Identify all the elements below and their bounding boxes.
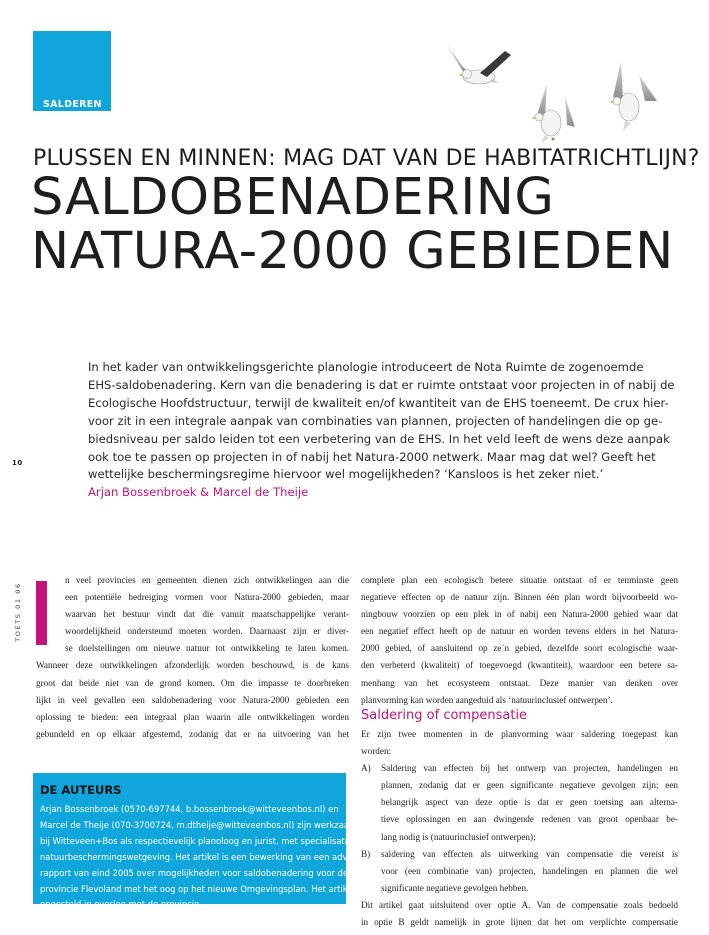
intro-line: EHS-saldobenadering. Kern van die benadering is dat er ruimte ontstaat voor projecten in of nabij de <box>88 377 675 392</box>
body-line: plannen, zodanig dat er geen significante negatieve gevolgen zijn; een <box>381 780 678 791</box>
body-line: woordelijkheid ondersteund moeten worden. Daarnaast zijn er diver- <box>65 626 349 637</box>
body-line: ningbouw voorzien op een plek in of nabij een Natura-2000 gebied waar dat <box>361 609 678 620</box>
body-line: Dit artikel gaat uitsluitend over optie A. Van de compensatie zoals bedoeld <box>361 899 678 910</box>
seagulls-illustration <box>425 35 675 150</box>
authors-box-line: natuurbeschermingswetgeving. Het artikel is een bewerking van een advies- <box>40 851 363 862</box>
seagull-1 <box>447 45 511 84</box>
body-line: worden: <box>361 746 392 757</box>
body-line: saldering van effecten als uitwerking van compensatie die vereist is <box>381 848 678 859</box>
body-column-right <box>361 572 678 709</box>
authors-box-text <box>40 802 365 913</box>
body-line: gebundeld en op elkaar afgestemd, zodanig dat er na uitvoering van het <box>36 728 349 739</box>
authors-box-line: Marcel de Theije (070-3700724, m.dtheije@witteveenbos.nl) zijn werkzaam <box>40 819 358 830</box>
byline-authors: Arjan Bossenbroek & Marcel de Theije <box>88 485 309 500</box>
body-line: 2000 gebied, of aansluitend op ze´n gebied, dezelfde soort ecologische waar- <box>361 643 678 654</box>
body-line: in optie B geldt namelijk in grote lijnen dat het om verplichte compensatie <box>361 917 678 928</box>
article-title-line-1: SALDOBENADERING <box>31 168 555 227</box>
journal-issue-label: TOETS 01 06 <box>14 582 22 642</box>
seagull-2 <box>531 83 575 143</box>
body-column-right-section <box>361 726 678 931</box>
body-line: oplossing te bieden: een integraal plan waarin alle ontwikkelingen worden <box>36 711 349 722</box>
rubric-label: SALDEREN <box>43 99 102 110</box>
kicker-headline: PLUSSEN EN MINNEN: MAG DAT VAN DE HABITATRICHTLIJN? <box>33 146 700 171</box>
body-line: belangrijk aspect van deze optie is dat er geen toetsing aan alterna- <box>381 797 678 808</box>
body-line: n veel provincies en gemeenten dienen zich ontwikkelingen aan die <box>65 575 349 585</box>
body-line: tieve oplossingen en aan dwingende redenen van groot openbaar be- <box>381 814 678 825</box>
authors-box-heading: DE AUTEURS <box>40 783 122 797</box>
body-line: den verbeterd (kwaliteit) of toegevoegd (kwantiteit), waardoor een betere sa- <box>361 660 678 671</box>
body-line: groot dat beide niet van de grond komen. Om die impasse te doorbreken <box>36 677 349 688</box>
list-marker: A) <box>361 763 371 774</box>
body-line: se doelstellingen om nieuwe natuur tot ontwikkeling te laten komen. <box>65 643 349 654</box>
authors-box-line: opgesteld in overleg met de provincie <box>40 899 200 910</box>
body-line: lijkt in veel gevallen een saldobenadering voor Natura-2000 gebieden een <box>36 694 349 705</box>
body-line: een potentiële bedreiging vormen voor Natura-2000 gebieden, maar <box>65 592 349 603</box>
intro-line: wettelijke beschermingsregime hiervoor wel mogelijkheden? ‘Kansloos is het zeker niet.’ <box>88 467 604 482</box>
article-title-line-2: NATURA-2000 GEBIEDEN <box>31 222 674 281</box>
body-line: lang nodig is (natuurinclusief ontwerpen); <box>381 831 536 842</box>
body-column-left <box>36 572 349 743</box>
body-line: waarvan het bestuur vindt dat die vanuit maatschappelijke verant- <box>65 609 349 620</box>
body-line: complete plan een ecologisch betere situatie ontstaat of er tenminste geen <box>361 575 678 585</box>
authors-box-line: rapport van eind 2005 over mogelijkheden voor saldobenadering voor de <box>40 867 349 878</box>
body-line: negatieve effecten op de natuur zijn. Binnen één plan wordt bijvoorbeeld wo- <box>361 592 678 603</box>
intro-paragraph <box>88 359 675 502</box>
list-marker: B) <box>361 848 371 859</box>
body-line: voor (een combinatie van) projecten, handelingen en plannen die wel <box>381 865 678 876</box>
list-item-a <box>361 760 678 845</box>
intro-line: biedsniveau per saldo leiden tot een verbetering van de EHS. In het veld leeft de wens deze aanpak <box>88 431 670 446</box>
authors-box-line: bij Witteveen+Bos als respectievelijk planoloog en jurist, met specialisatie <box>40 835 353 846</box>
body-line: menhang van het ecosysteem ontstaat. Deze manier van denken over <box>361 677 678 688</box>
authors-box-line: Arjan Bossenbroek (0570-697744, b.bossenbroek@witteveenbos.nl) en <box>40 804 339 814</box>
seagull-3 <box>609 61 657 131</box>
body-line: Saldering van effecten bij het ontwerp van projecten, handelingen en <box>381 763 678 774</box>
intro-line: In het kader van ontwikkelingsgerichte planologie introduceert de Nota Ruimte de zogenoemde <box>88 360 644 374</box>
body-line: een negatief effect heeft op de natuur en worden tevens elders in het Natura- <box>361 626 678 637</box>
body-line: significante negatieve gevolgen hebben. <box>381 882 529 893</box>
authors-box-line: provincie Flevoland met het oog op het nieuwe Omgevingsplan. Het artikel is <box>40 883 365 894</box>
body-line: Wanneer deze ontwikkelingen afzonderlijk worden beschouwd, is de kans <box>36 660 349 671</box>
intro-line: ook toe te passen op projecten in of nabij het Natura-2000 netwerk. Maar mag dat wel? Geeft het <box>88 449 656 464</box>
list-item-b <box>361 846 678 897</box>
page-number: 10 <box>12 459 23 467</box>
intro-line: voor zit in een integrale aanpak van combinaties van plannen, projecten of handelingen die op ge- <box>88 413 663 428</box>
body-line: Er zijn twee momenten in de planvorming waar saldering toegepast kan <box>361 729 678 739</box>
intro-line: Ecologische Hoofdstructuur, terwijl de kwaliteit en/of kwantiteit van de EHS toeneemt. De crux hier- <box>88 395 669 410</box>
authors-box <box>33 773 365 910</box>
section-heading: Saldering of compensatie <box>361 708 528 723</box>
body-line: planvorming kan worden aangeduid als ‘natuurinclusief ontwerpen’. <box>361 694 613 705</box>
